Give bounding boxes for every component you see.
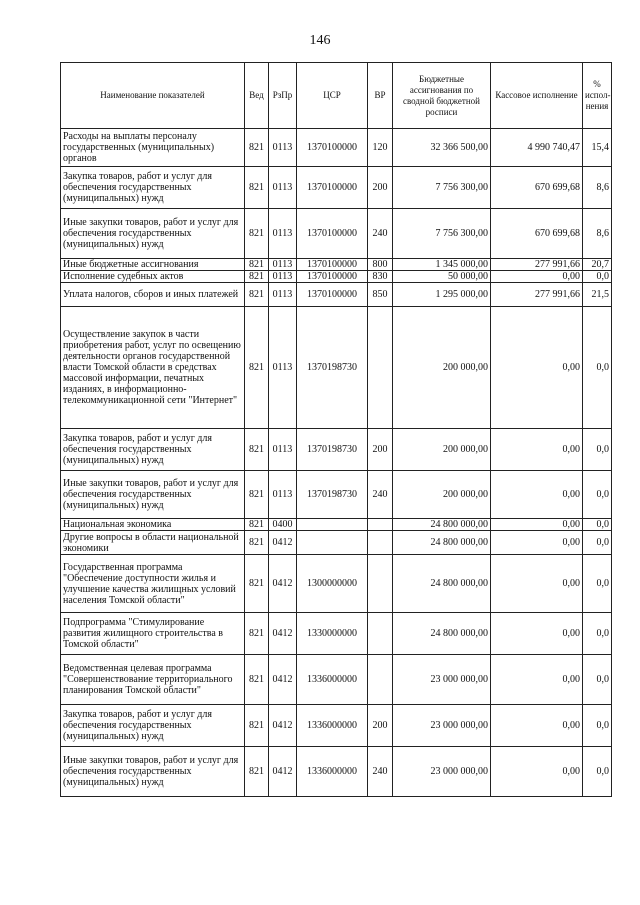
table-row — [61, 747, 612, 797]
cell-ved: 821 — [245, 705, 269, 747]
table-row — [61, 655, 612, 705]
cell-cash: 0,00 — [491, 271, 583, 283]
cell-cash: 277 991,66 — [491, 259, 583, 271]
cell-vr — [368, 613, 393, 655]
table-row — [61, 283, 612, 307]
cell-ved: 821 — [245, 747, 269, 797]
cell-budget: 7 756 300,00 — [393, 167, 491, 209]
cell-csr: 1336000000 — [297, 747, 368, 797]
cell-rzpr: 0113 — [269, 471, 297, 519]
cell-pct: 0,0 — [583, 555, 612, 613]
cell-ved: 821 — [245, 167, 269, 209]
cell-vr: 200 — [368, 167, 393, 209]
cell-rzpr: 0113 — [269, 429, 297, 471]
cell-csr: 1370198730 — [297, 471, 368, 519]
header-ved: Вед — [245, 63, 269, 129]
cell-rzpr: 0412 — [269, 555, 297, 613]
cell-name: Расходы на выплаты персоналу государственных (муниципальных) органов — [61, 129, 245, 167]
cell-vr: 240 — [368, 209, 393, 259]
cell-csr: 1370100000 — [297, 167, 368, 209]
cell-vr: 120 — [368, 129, 393, 167]
cell-vr — [368, 307, 393, 429]
cell-rzpr: 0412 — [269, 531, 297, 555]
cell-cash: 0,00 — [491, 613, 583, 655]
cell-vr: 850 — [368, 283, 393, 307]
cell-name: Осуществление закупок в части приобретения работ, услуг по освещению деятельности органов государственной власти Томской области в средствах массовой информации, печатных изданиях, в информационно-телекоммуникационной сети "Интернет" — [61, 307, 245, 429]
cell-budget: 32 366 500,00 — [393, 129, 491, 167]
cell-csr: 1370198730 — [297, 307, 368, 429]
cell-budget: 24 800 000,00 — [393, 519, 491, 531]
cell-budget: 50 000,00 — [393, 271, 491, 283]
cell-pct: 20,7 — [583, 259, 612, 271]
cell-budget: 23 000 000,00 — [393, 705, 491, 747]
cell-csr: 1336000000 — [297, 705, 368, 747]
cell-pct: 0,0 — [583, 429, 612, 471]
cell-name: Закупка товаров, работ и услуг для обеспечения государственных (муниципальных) нужд — [61, 705, 245, 747]
cell-vr: 800 — [368, 259, 393, 271]
table-row — [61, 307, 612, 429]
header-name: Наименование показателей — [61, 63, 245, 129]
cell-ved: 821 — [245, 209, 269, 259]
cell-name: Иные закупки товаров, работ и услуг для обеспечения государственных (муниципальных) нужд — [61, 209, 245, 259]
cell-csr: 1370100000 — [297, 271, 368, 283]
cell-budget: 200 000,00 — [393, 429, 491, 471]
cell-name: Исполнение судебных актов — [61, 271, 245, 283]
cell-pct: 0,0 — [583, 613, 612, 655]
cell-name: Государственная программа "Обеспечение доступности жилья и улучшение качества жилищных условий населения Томской области" — [61, 555, 245, 613]
cell-csr: 1370100000 — [297, 129, 368, 167]
cell-csr: 1300000000 — [297, 555, 368, 613]
cell-vr: 240 — [368, 471, 393, 519]
cell-cash: 0,00 — [491, 429, 583, 471]
cell-ved: 821 — [245, 129, 269, 167]
table-row — [61, 429, 612, 471]
cell-cash: 0,00 — [491, 471, 583, 519]
cell-ved: 821 — [245, 531, 269, 555]
cell-pct: 0,0 — [583, 271, 612, 283]
cell-ved: 821 — [245, 283, 269, 307]
table-row — [61, 167, 612, 209]
cell-ved: 821 — [245, 429, 269, 471]
cell-budget: 23 000 000,00 — [393, 655, 491, 705]
cell-ved: 821 — [245, 307, 269, 429]
header-vr: ВР — [368, 63, 393, 129]
cell-pct: 0,0 — [583, 471, 612, 519]
cell-rzpr: 0113 — [269, 167, 297, 209]
budget-table — [60, 62, 612, 797]
header-pct: % испол- нения — [583, 63, 612, 129]
cell-budget: 200 000,00 — [393, 471, 491, 519]
cell-cash: 0,00 — [491, 705, 583, 747]
cell-pct: 0,0 — [583, 705, 612, 747]
cell-rzpr: 0113 — [269, 283, 297, 307]
cell-cash: 670 699,68 — [491, 167, 583, 209]
cell-ved: 821 — [245, 271, 269, 283]
cell-pct: 21,5 — [583, 283, 612, 307]
cell-rzpr: 0113 — [269, 307, 297, 429]
cell-vr — [368, 531, 393, 555]
cell-rzpr: 0113 — [269, 209, 297, 259]
cell-vr: 200 — [368, 705, 393, 747]
cell-csr: 1370100000 — [297, 209, 368, 259]
cell-name: Закупка товаров, работ и услуг для обеспечения государственных (муниципальных) нужд — [61, 167, 245, 209]
cell-name: Национальная экономика — [61, 519, 245, 531]
cell-name: Уплата налогов, сборов и иных платежей — [61, 283, 245, 307]
cell-rzpr: 0412 — [269, 747, 297, 797]
table-row — [61, 705, 612, 747]
cell-csr: 1370198730 — [297, 429, 368, 471]
cell-pct: 0,0 — [583, 519, 612, 531]
cell-name: Подпрограмма "Стимулирование развития жилищного строительства в Томской области" — [61, 613, 245, 655]
cell-csr: 1370100000 — [297, 283, 368, 307]
cell-vr: 200 — [368, 429, 393, 471]
cell-cash: 0,00 — [491, 747, 583, 797]
cell-cash: 4 990 740,47 — [491, 129, 583, 167]
cell-budget: 24 800 000,00 — [393, 555, 491, 613]
cell-rzpr: 0113 — [269, 129, 297, 167]
cell-rzpr: 0412 — [269, 655, 297, 705]
cell-budget: 1 295 000,00 — [393, 283, 491, 307]
cell-name: Иные бюджетные ассигнования — [61, 259, 245, 271]
cell-csr — [297, 531, 368, 555]
cell-vr: 830 — [368, 271, 393, 283]
cell-pct: 0,0 — [583, 307, 612, 429]
table-row — [61, 531, 612, 555]
cell-csr — [297, 519, 368, 531]
table-row — [61, 613, 612, 655]
cell-csr: 1330000000 — [297, 613, 368, 655]
table-row — [61, 259, 612, 271]
cell-ved: 821 — [245, 655, 269, 705]
cell-ved: 821 — [245, 555, 269, 613]
cell-vr — [368, 555, 393, 613]
page-number: 146 — [309, 33, 331, 48]
cell-cash: 0,00 — [491, 555, 583, 613]
cell-pct: 0,0 — [583, 655, 612, 705]
header-cash: Кассовое исполнение — [491, 63, 583, 129]
cell-budget: 24 800 000,00 — [393, 531, 491, 555]
cell-cash: 277 991,66 — [491, 283, 583, 307]
header-rzpr: РзПр — [269, 63, 297, 129]
cell-budget: 200 000,00 — [393, 307, 491, 429]
cell-vr — [368, 519, 393, 531]
table-row — [61, 271, 612, 283]
cell-budget: 1 345 000,00 — [393, 259, 491, 271]
cell-vr — [368, 655, 393, 705]
cell-name: Ведомственная целевая программа "Совершенствование территориального планирования Томской области" — [61, 655, 245, 705]
cell-name: Другие вопросы в области национальной экономики — [61, 531, 245, 555]
header-budget: Бюджетные ассигнования по сводной бюджетной росписи — [393, 63, 491, 129]
cell-budget: 23 000 000,00 — [393, 747, 491, 797]
cell-ved: 821 — [245, 259, 269, 271]
cell-csr: 1370100000 — [297, 259, 368, 271]
cell-budget: 7 756 300,00 — [393, 209, 491, 259]
table-row — [61, 471, 612, 519]
cell-name: Закупка товаров, работ и услуг для обеспечения государственных (муниципальных) нужд — [61, 429, 245, 471]
cell-ved: 821 — [245, 471, 269, 519]
cell-cash: 670 699,68 — [491, 209, 583, 259]
header-csr: ЦСР — [297, 63, 368, 129]
table-row — [61, 129, 612, 167]
cell-name: Иные закупки товаров, работ и услуг для обеспечения государственных (муниципальных) нужд — [61, 747, 245, 797]
cell-cash: 0,00 — [491, 655, 583, 705]
table-row — [61, 519, 612, 531]
table-header-row — [61, 63, 612, 129]
cell-pct: 8,6 — [583, 167, 612, 209]
cell-rzpr: 0400 — [269, 519, 297, 531]
cell-rzpr: 0113 — [269, 271, 297, 283]
cell-rzpr: 0412 — [269, 613, 297, 655]
cell-ved: 821 — [245, 519, 269, 531]
table-row — [61, 555, 612, 613]
cell-pct: 0,0 — [583, 531, 612, 555]
cell-rzpr: 0412 — [269, 705, 297, 747]
cell-vr: 240 — [368, 747, 393, 797]
cell-ved: 821 — [245, 613, 269, 655]
cell-budget: 24 800 000,00 — [393, 613, 491, 655]
cell-pct: 0,0 — [583, 747, 612, 797]
cell-cash: 0,00 — [491, 307, 583, 429]
cell-cash: 0,00 — [491, 531, 583, 555]
cell-pct: 8,6 — [583, 209, 612, 259]
cell-name: Иные закупки товаров, работ и услуг для обеспечения государственных (муниципальных) нужд — [61, 471, 245, 519]
cell-rzpr: 0113 — [269, 259, 297, 271]
cell-csr: 1336000000 — [297, 655, 368, 705]
table-row — [61, 209, 612, 259]
cell-pct: 15,4 — [583, 129, 612, 167]
cell-cash: 0,00 — [491, 519, 583, 531]
